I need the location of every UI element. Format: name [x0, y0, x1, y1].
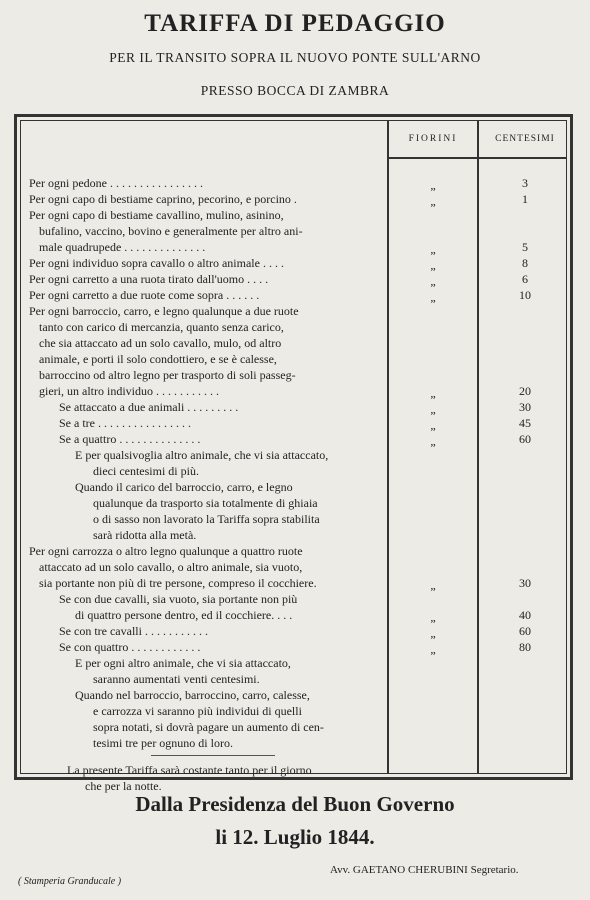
centesimi-value: 3: [522, 176, 528, 190]
tariff-table: [14, 114, 573, 793]
tariff-note: La presente Tariffa sarà costante tanto per il giorno: [67, 763, 312, 777]
tariff-line: di quattro persone dentro, ed il cocchiere. . . .: [75, 608, 293, 622]
footer-authority: Dalla Presidenza del Buon Governo: [135, 792, 455, 816]
centesimi-value: 60: [519, 624, 531, 638]
column-header-centesimi: CENTESIMI: [495, 134, 555, 144]
subtitle-location: PRESSO BOCCA DI ZAMBRA: [200, 83, 390, 98]
fiorini-ditto: „: [430, 386, 436, 400]
fiorini-ditto: „: [430, 258, 436, 272]
signer: Avv. GAETANO CHERUBINI Segretario.: [330, 864, 519, 876]
fiorini-ditto: „: [430, 578, 436, 592]
centesimi-value: 30: [519, 400, 531, 414]
centesimi-value: 60: [519, 432, 531, 446]
centesimi-value: 1: [522, 192, 528, 206]
tariff-line: Per ogni pedone . . . . . . . . . . . . . . . .: [29, 176, 203, 190]
tariff-line: sia portante non più di tre persone, compreso il cocchiere.: [39, 576, 317, 590]
section-divider: [151, 755, 275, 756]
tariff-line: tanto con carico di mercanzia, quanto senza carico,: [39, 320, 284, 334]
tariff-note: che per la notte.: [85, 779, 162, 793]
tariff-line: E per ogni altro animale, che vi sia attaccato,: [75, 656, 291, 670]
tariff-line: Se a quattro . . . . . . . . . . . . . .: [59, 432, 201, 446]
tariff-line: Se attaccato a due animali . . . . . . . . .: [59, 400, 239, 414]
fiorini-ditto: „: [430, 194, 436, 208]
tariff-line: sarà ridotta alla metà.: [93, 528, 197, 542]
tariff-line: Per ogni carretto a due ruote come sopra . . . . . .: [29, 288, 260, 302]
tariff-line: E per qualsivoglia altro animale, che vi sia attaccato,: [75, 448, 329, 462]
fiorini-ditto: „: [430, 178, 436, 192]
tariff-line: che sia attaccato ad un solo cavallo, mulo, od altro: [39, 336, 282, 350]
tariff-line: Quando il carico del barroccio, carro, e legno: [75, 480, 293, 494]
tariff-line: animale, e porti il solo condottiero, e se è calesse,: [39, 352, 277, 366]
tariff-line: Per ogni capo di bestiame caprino, pecorino, e porcino .: [29, 192, 297, 206]
centesimi-value: 40: [519, 608, 531, 622]
fiorini-ditto: „: [430, 290, 436, 304]
tariff-line: e carrozza vi saranno più individui di quelli: [93, 704, 302, 718]
column-divider-2: [477, 121, 479, 773]
centesimi-value: 30: [519, 576, 531, 590]
centesimi-value: 80: [519, 640, 531, 654]
centesimi-value: 45: [519, 416, 531, 430]
tariff-line: Se con quattro . . . . . . . . . . . .: [59, 640, 201, 654]
tariff-line: Per ogni individuo sopra cavallo o altro animale . . . .: [29, 256, 284, 270]
footer-date: li 12. Luglio 1844.: [215, 825, 375, 849]
centesimi-value: 5: [522, 240, 528, 254]
tariff-line: qualunque da trasporto sia totalmente di ghiaia: [93, 496, 318, 510]
tariff-line: Per ogni barroccio, carro, e legno qualunque a due ruote: [29, 304, 299, 318]
fiorini-ditto: „: [430, 626, 436, 640]
centesimi-value: 6: [522, 272, 528, 286]
header-divider: [387, 157, 566, 159]
fiorini-ditto: „: [430, 610, 436, 624]
tariff-line: gieri, un altro individuo . . . . . . . . . . .: [39, 384, 219, 398]
tariff-line: sopra notati, si dovrà pagare un aumento di cen-: [93, 720, 324, 734]
subtitle-bridge: PER IL TRANSITO SOPRA IL NUOVO PONTE SULL'ARNO: [109, 50, 481, 65]
tariff-line: bufalino, vaccino, bovino e generalmente per altro ani-: [39, 224, 303, 238]
tariff-line: Per ogni carretto a una ruota tirato dall'uomo . . . .: [29, 272, 269, 286]
centesimi-value: 10: [519, 288, 531, 302]
tariff-line: Se a tre . . . . . . . . . . . . . . . .: [59, 416, 191, 430]
fiorini-ditto: „: [430, 642, 436, 656]
fiorini-ditto: „: [430, 242, 436, 256]
tariff-table-inner: [20, 120, 567, 793]
centesimi-value: 8: [522, 256, 528, 270]
tariff-line: Quando nel barroccio, barroccino, carro, calesse,: [75, 688, 310, 702]
column-header-fiorini: FIORINI: [408, 134, 458, 144]
tariff-line: tesimi tre per ognuno di loro.: [93, 736, 233, 750]
tariff-line: barroccino od altro legno per trasporto di soli passeg-: [39, 368, 296, 382]
tariff-line: Se con due cavalli, sia vuoto, sia portante non più: [59, 592, 298, 606]
fiorini-ditto: „: [430, 418, 436, 432]
fiorini-ditto: „: [430, 274, 436, 288]
tariff-line: attaccato ad un solo cavallo, o altro animale, sia vuoto,: [39, 560, 303, 574]
tariff-line: saranno aumentati venti centesimi.: [93, 672, 260, 686]
tariff-line: Per ogni capo di bestiame cavallino, mulino, asinino,: [29, 208, 284, 222]
document-title: TARIFFA DI PEDAGGIO: [144, 10, 446, 37]
tariff-line: Per ogni carrozza o altro legno qualunque a quattro ruote: [29, 544, 303, 558]
fiorini-ditto: „: [430, 402, 436, 416]
printer-credit: ( Stamperia Granducale ): [18, 876, 122, 887]
centesimi-value: 20: [519, 384, 531, 398]
tariff-line: Se con tre cavalli . . . . . . . . . . .: [59, 624, 208, 638]
tariff-line: dieci centesimi di più.: [93, 464, 199, 478]
fiorini-ditto: „: [430, 434, 436, 448]
tariff-line: male quadrupede . . . . . . . . . . . . . .: [39, 240, 206, 254]
tariff-line: o di sasso non lavorato la Tariffa sopra stabilita: [93, 512, 320, 526]
